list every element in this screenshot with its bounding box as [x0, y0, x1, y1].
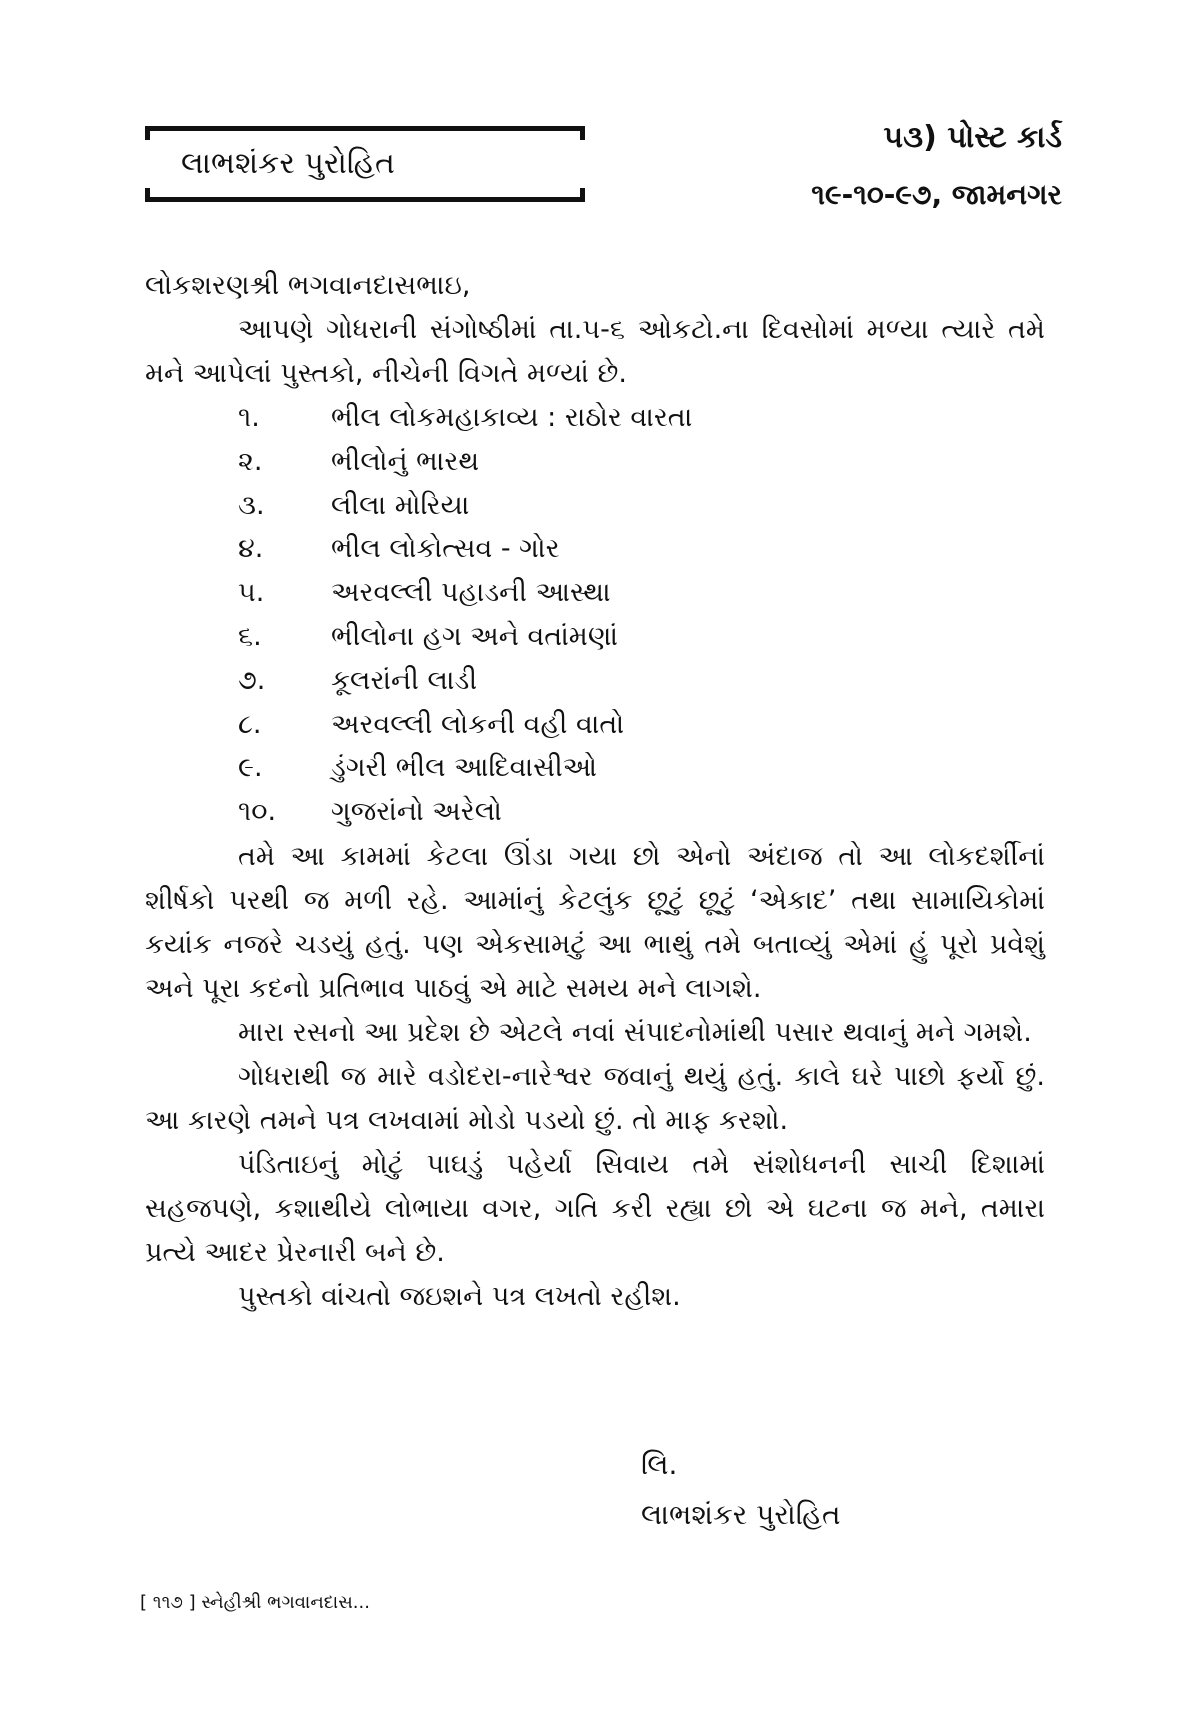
book-list: [238, 396, 938, 834]
list-item: [238, 659, 938, 703]
book-title: ડુંગરી ભીલ આદિવાસીઓ: [331, 752, 598, 784]
book-title: અરવલ્લી પહાડની આસ્થા: [331, 577, 611, 609]
book-title: ભીલ લોકમહાકાવ્ય : રાઠોર વારતા: [331, 402, 693, 433]
list-number: ૧૦.: [238, 796, 277, 828]
list-item: [238, 484, 938, 528]
book-title: ભીલોના હગ અને વતાંમણાં: [331, 620, 619, 652]
list-number: ૨.: [238, 445, 263, 477]
list-item: [238, 790, 938, 834]
list-item: [238, 396, 938, 440]
salutation: લોકશરણશ્રી ભગવાનદાસભાઇ,: [145, 270, 471, 301]
bottom-rule: [145, 197, 585, 202]
book-title: ભીલોનું ભારથ: [331, 445, 480, 477]
book-title: અરવલ્લી લોકની વહી વાતો: [331, 708, 625, 740]
list-number: ૯.: [238, 752, 263, 784]
book-title: ગુજરાંનો અરેલો: [331, 796, 502, 828]
list-number: ૮.: [238, 708, 262, 740]
book-title: ભીલ લોકોત્સવ - ગોર: [331, 533, 560, 565]
list-item: [238, 527, 938, 571]
paragraph: તમે આ કામમાં કેટલા ઊંડા ગયા છો એનો અંદાજ તો આ લોકદર્શીનાં શીર્ષકો પરથી જ મળી રહે. આમાંનું કેટલુંક છૂટું છૂટું ‘એકાદ’ તથા સામાયિકોમાં કયાંક નજરે ચડયું હતું. પણ એકસામટું આ ભાથું તમે બતાવ્યું એમાં હું પૂરો પ્રવેશું અને પૂરા કદનો પ્રતિભાવ પાઠવું એ માટે સમય મને લાગશે.: [145, 841, 1045, 1004]
book-title: કૂલરાંની લાડી: [331, 664, 478, 696]
list-item: [238, 615, 938, 659]
list-number: ૪.: [238, 533, 264, 565]
sign-off: લિ.: [641, 1448, 678, 1481]
letter-date-place: ૧૯-૧૦-૯૭, જામનગર: [811, 178, 1062, 211]
bracket-tick: [580, 126, 585, 140]
list-item: [238, 440, 938, 484]
top-rule: [145, 126, 585, 131]
paragraph: પંડિતાઇનું મોટું પાઘડું પહેર્યા સિવાય તમે સંશોધનની સાચી દિશામાં સહજપણે, કશાથીયે લોભાયા વગર, ગતિ કરી રહ્યા છો એ ઘટના જ મને, તમારા પ્રત્યે આદર પ્રેરનારી બને છે.: [145, 1149, 1045, 1268]
sender-name: લાભશંકર પુરોહિત: [181, 146, 395, 181]
paragraph: મારા રસનો આ પ્રદેશ છે એટલે નવાં સંપાદનોમાંથી પસાર થવાનું મને ગમશે.: [238, 1017, 1032, 1048]
letter-body: [145, 835, 1045, 1319]
letter-intro: [145, 308, 1045, 396]
letter-number: ૫૩) પોસ્ટ કાર્ડ: [883, 120, 1062, 155]
list-item: [238, 746, 938, 790]
book-title: લીલા મોરિયા: [331, 489, 470, 521]
list-number: ૧.: [238, 402, 260, 433]
list-number: ૭.: [238, 664, 266, 696]
paragraph: આપણે ગોધરાની સંગોષ્ઠીમાં તા.૫-૬ ઓકટો.ના દિવસોમાં મળ્યા ત્યારે તમે મને આપેલાં પુસ્તકો, નીચેની વિગતે મળ્યાં છે.: [145, 314, 1045, 389]
signature: લાભશંકર પુરોહિત: [641, 1498, 841, 1531]
page-footer: [ ૧૧૭ ] સ્નેહીશ્રી ભગવાનદાસ...: [140, 1592, 370, 1613]
list-number: ૩.: [238, 489, 265, 521]
list-item: [238, 703, 938, 747]
list-number: ૫.: [238, 577, 265, 609]
list-item: [238, 571, 938, 615]
paragraph: ગોધરાથી જ મારે વડોદરા-નારેશ્વર જવાનું થયું હતું. કાલે ઘરે પાછો ફર્યો છું. આ કારણે તમને પત્ર લખવામાં મોડો પડયો છું. તો માફ કરશો.: [145, 1061, 1045, 1136]
paragraph: પુસ્તકો વાંચતો જઇશને પત્ર લખતો રહીશ.: [238, 1281, 681, 1312]
closing-block: [641, 1440, 841, 1540]
list-number: ૬.: [238, 620, 262, 652]
bracket-tick: [145, 126, 150, 140]
sender-name-box: [145, 126, 585, 202]
